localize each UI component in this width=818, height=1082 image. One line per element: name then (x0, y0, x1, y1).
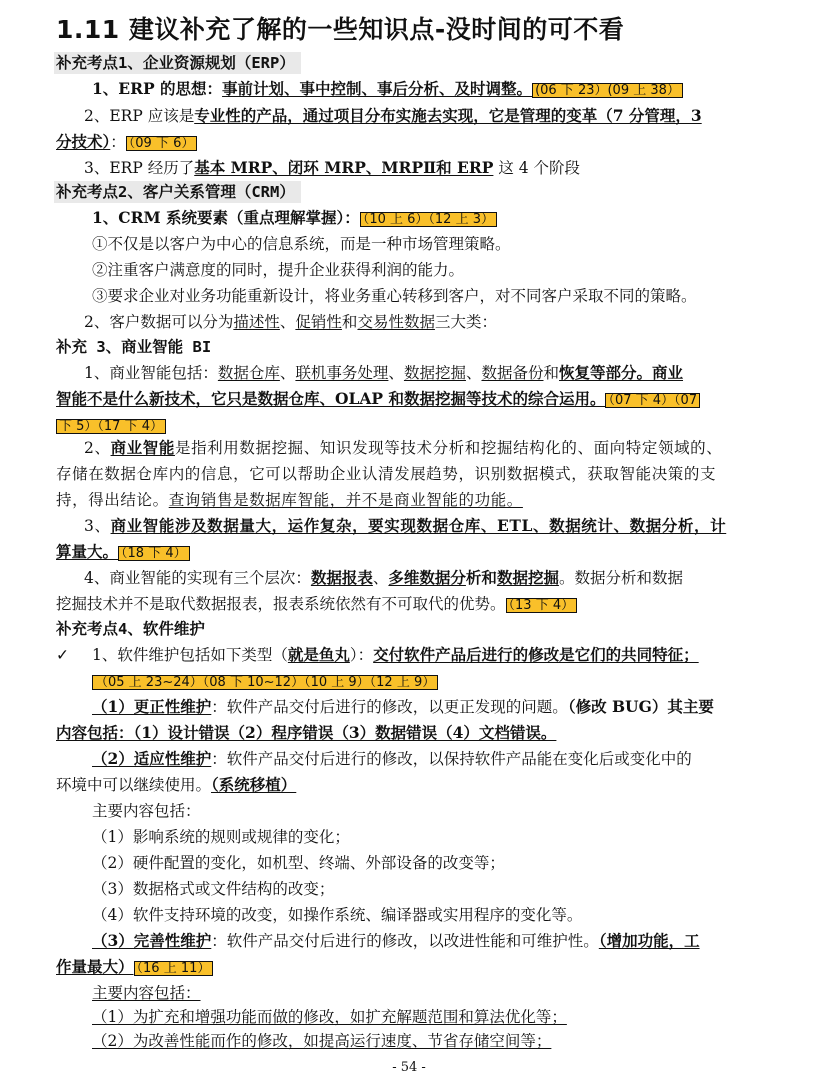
maint-adaptive-main: 主要内容包括： (92, 802, 201, 820)
maint-corrective-cont: 内容包括：（1）设计错误（2）程序错误（3）数据错误（4）文档错误。 (56, 723, 557, 742)
exam-tag: （05 上 23~24）（08 下 10~12）（10 上 9）（12 上 9） (92, 675, 438, 690)
crm-item-2: ②注重客户满意度的同时，提升企业获得利润的能力。 (92, 261, 465, 279)
maint-point-1: 1、软件维护包括如下类型（就是鱼丸）：交付软件产品后进行的修改是它们的共同特征； (92, 645, 699, 664)
checkmark-icon: ✓ (56, 646, 69, 664)
section-heading-crm: 补充考点2、客户关系管理（CRM） (54, 181, 301, 203)
section-heading-bi: 补充 3、商业智能 BI (56, 338, 212, 356)
exam-tag: (06 下 23）(09 上 38） (532, 83, 683, 98)
crm-item-3: ③要求企业对业务功能重新设计，将业务重心转移到客户，对不同客户采取不同的策略。 (92, 287, 697, 305)
exam-tag: （09 下 6） (126, 136, 198, 151)
maint-adaptive-cont: 环境中可以继续使用。（系统移植） (56, 775, 297, 794)
maint-point-1-tags (92, 669, 798, 695)
maint-adaptive-item: （1）影响系统的规则或规律的变化； (92, 828, 350, 846)
erp-point-2-cont: 分技术）： （09 下 6） (56, 130, 762, 156)
crm-item-1: ①不仅是以客户为中心的信息系统，而是一种市场管理策略。 (92, 235, 511, 253)
erp-point-2: 2、ERP 应该是专业性的产品，通过项目分布实施去实现，它是管理的变革（7 分管理，3 (84, 106, 702, 125)
maint-perfective: （3）完善性维护：软件产品交付后进行的修改，以改进性能和可维护性。（增加功能，工 (92, 931, 700, 950)
maint-adaptive-item: （4）软件支持环境的改变，如操作系统、编译器或实用程序的变化等。 (92, 906, 583, 924)
exam-tag: （13 下 4） (506, 598, 578, 613)
maint-perfective-cont: 作量最大） （16 上 11） (56, 955, 762, 981)
exam-tag: （16 上 11） (134, 961, 214, 976)
section-heading-maintenance: 补充考点4、软件维护 (56, 620, 205, 638)
bi-point-4: 4、商业智能的实现有三个层次：数据报表、多维数据分析和数据挖掘。数据分析和数据 (84, 568, 683, 587)
section-heading-erp: 补充考点1、企业资源规划（ERP） (54, 52, 301, 74)
maint-corrective: （1）更正性维护：软件产品交付后进行的修改，以更正发现的问题。（修改 BUG）其主要 (92, 697, 714, 716)
page-number: - 54 - (392, 1060, 426, 1075)
erp-point-3: 3、ERP 经历了基本 MRP、闭环 MRP、MRPⅡ和 ERP 这 4 个阶段 (84, 158, 581, 177)
maint-adaptive: （2）适应性维护：软件产品交付后进行的修改，以保持软件产品能在变化后或变化中的 (92, 749, 692, 768)
crm-point-2: 2、客户数据可以分为描述性、促销性和交易性数据三大类： (84, 313, 497, 331)
exam-tag: （07 下 4）（07 (605, 393, 700, 408)
bi-point-2: 2、商业智能是指利用数据挖掘、知识发现等技术分析和挖掘结构化的、面向特定领域的、 (84, 438, 723, 457)
maint-perfective-item: （1）为扩充和增强功能而做的修改，如扩充解题范围和算法优化等； (92, 1008, 567, 1026)
maint-adaptive-item: （3）数据格式或文件结构的改变； (92, 880, 335, 898)
page-title: 1.11 建议补充了解的一些知识点-没时间的可不看 (56, 15, 625, 44)
bi-point-4-cont: 挖掘技术并不是取代数据报表，报表系统依然有不可取代的优势。 （13 下 4） (56, 592, 762, 618)
bi-point-1: 1、商业智能包括：数据仓库、联机事务处理、数据挖掘、数据备份和恢复等部分。商业 (84, 363, 684, 382)
exam-tag: 下 5）（17 下 4） (56, 419, 166, 434)
bi-point-2-cont2: 持，得出结论。查询销售是数据库智能，并不是商业智能的功能。 (56, 491, 523, 509)
maint-adaptive-item: （2）硬件配置的变化，如机型、终端、外部设备的改变等； (92, 854, 505, 872)
exam-tag: （18 下 4） (118, 546, 190, 561)
bi-point-2-cont: 存储在数据仓库内的信息，它可以帮助企业认清发展趋势，识别数据模式，获取智能决策的支 (56, 465, 717, 483)
bi-point-3-cont: 算量大。 （18 下 4） (56, 540, 762, 566)
erp-point-1: 1、ERP 的思想：事前计划、事中控制、事后分析、及时调整。 (06 下 23）(09 上 38） (92, 77, 798, 103)
maint-perfective-item: （2）为改善性能而作的修改，如提高运行速度、节省存储空间等； (92, 1032, 552, 1050)
bi-point-1-cont: 智能不是什么新技术，它只是数据仓库、OLAP 和数据挖掘等技术的综合运用。 （07 下 4）（07 (56, 387, 762, 413)
crm-point-1: 1、CRM 系统要素（重点理解掌握）： （10 上 6）（12 上 3） (92, 206, 798, 232)
exam-tag: （10 上 6）（12 上 3） (360, 212, 497, 227)
maint-perfective-main: 主要内容包括： (92, 984, 201, 1002)
bi-point-3: 3、商业智能涉及数据量大，运作复杂，要实现数据仓库、ETL、数据统计、数据分析，计 (84, 516, 727, 535)
